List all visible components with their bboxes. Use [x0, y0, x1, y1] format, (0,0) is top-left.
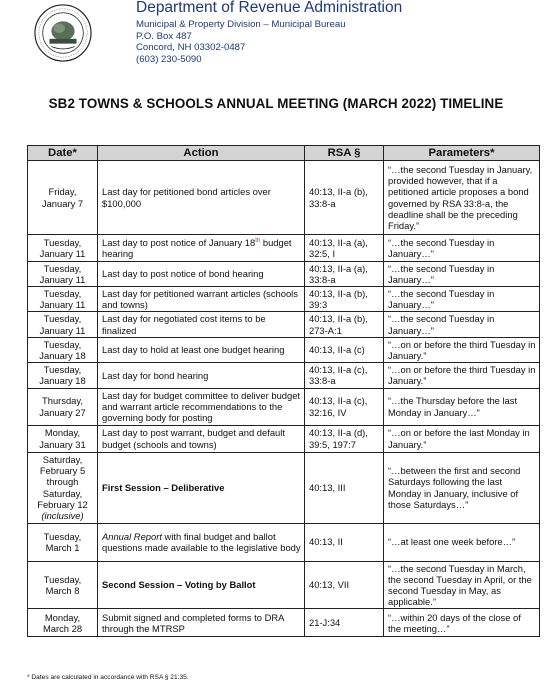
action-text: Last day for bond hearing [102, 369, 209, 381]
date-cell [28, 286, 98, 311]
cell-line: 33:8-a [309, 197, 336, 209]
action-text: Last day to post warrant, budget and default budget (schools and towns) [102, 427, 285, 450]
cell-line: Monday, [44, 427, 81, 439]
date-cell [28, 337, 98, 362]
cell-line: 40:13, III [309, 481, 346, 493]
action-cell [98, 235, 305, 262]
params-cell: “…the second Tuesday in January, provided however, that if a petitioned article proposes a bond governed by RSA 33:8-a, the deadline shall be the preceding Friday.” [384, 161, 540, 235]
rsa-cell [305, 609, 384, 637]
params-cell: “…between the first and second Saturdays following the last Monday in January, inclusive of those Saturdays…” [384, 452, 540, 523]
date-cell [28, 161, 98, 235]
phone: (603) 230-5090 [136, 53, 202, 65]
table-row [28, 425, 540, 452]
params-cell: “…the second Tuesday in January…” [384, 261, 540, 286]
cell-line: Tuesday, [43, 364, 82, 376]
cell-line: Thursday, [42, 395, 83, 407]
action-text: Last day to post notice of January 18 [102, 237, 256, 249]
cell-line: 32:5, I [309, 247, 336, 259]
date-cell [28, 561, 98, 609]
action-text: Last day for petitioned warrant articles (schools and towns) [102, 287, 298, 311]
date-cell [28, 312, 98, 337]
cell-line: January 27 [39, 406, 86, 418]
cell-line: 40:13, II [309, 536, 343, 548]
cell-line: 33:8-a [309, 273, 336, 285]
params-cell: “…at least one week before…” [384, 523, 540, 561]
action-cell [98, 388, 305, 425]
params-cell: “…on or before the third Tuesday in January.” [384, 337, 540, 362]
cell-line: 39:5, 197:7 [309, 438, 356, 450]
table-row [28, 363, 540, 388]
cell-line: Tuesday, [43, 236, 82, 248]
table-row [28, 609, 540, 637]
rsa-cell [305, 561, 384, 609]
timeline-table [27, 145, 540, 637]
action-text: First Session – Deliberative [102, 481, 225, 493]
cell-line: February 5 [39, 465, 86, 477]
action-text: Last day to post notice of bond hearing [102, 268, 264, 280]
date-cell [28, 523, 98, 561]
params-cell: “…within 20 days of the close of the meeting…” [384, 609, 540, 637]
col-header-rsa: RSA § [305, 146, 384, 161]
params-cell: “…the second Tuesday in January…” [384, 312, 540, 337]
action-cell [98, 609, 305, 637]
rsa-cell [305, 235, 384, 262]
cell-line: 40:13, II-a (c), [309, 364, 368, 376]
table-row [28, 337, 540, 362]
letterhead [34, 0, 534, 70]
cell-line: Tuesday, [43, 573, 82, 585]
date-cell [28, 261, 98, 286]
table-row [28, 523, 540, 561]
date-note: (inclusive) [41, 509, 84, 521]
cell-line: January 31 [39, 438, 86, 450]
ordinal-suffix: th [255, 238, 261, 244]
action-text: with final budget and ballot questions made available to the legislative body [102, 530, 301, 554]
cell-line: 40:13, II-a (d), [309, 427, 368, 439]
params-cell: “…on or before the third Tuesday in January.” [384, 363, 540, 388]
col-header-params: Parameters* [384, 146, 540, 161]
cell-line: 40:13, II-a (b), [309, 313, 368, 325]
cell-line: 32:16, IV [309, 406, 347, 418]
params-cell: “…the Thursday before the last Monday in January…” [384, 388, 540, 425]
cell-line: January 11 [39, 299, 86, 311]
cell-line: March 28 [42, 622, 83, 634]
date-cell [28, 609, 98, 637]
rsa-cell [305, 286, 384, 311]
cell-line: Tuesday, [43, 287, 82, 299]
action-cell [98, 523, 305, 561]
table-row [28, 161, 540, 235]
cell-line: March 8 [45, 584, 80, 596]
action-text: Second Session – Voting by Ballot [102, 579, 256, 591]
rsa-cell [305, 312, 384, 337]
table-row [28, 286, 540, 311]
cell-line: Saturday, [42, 487, 83, 499]
action-cell [98, 561, 305, 609]
action-cell [98, 363, 305, 388]
action-text: Last day to hold at least one budget hearing [102, 344, 285, 356]
table-row [28, 235, 540, 262]
date-cell [28, 363, 98, 388]
rsa-cell [305, 452, 384, 523]
page-title: SB2 TOWNS & SCHOOLS ANNUAL MEETING (MARCH 2022) TIMELINE [48, 96, 504, 111]
action-text: Submit signed and completed forms to DRA through the MTRSP [102, 611, 284, 634]
cell-line: 273-A:1 [309, 324, 342, 336]
cell-line: Saturday, [42, 453, 83, 465]
cell-line: Friday, [48, 186, 77, 198]
table-row [28, 452, 540, 523]
action-cell [98, 452, 305, 523]
cell-line: January 11 [39, 247, 86, 259]
rsa-cell [305, 261, 384, 286]
cell-line: 40:13, VII [309, 579, 350, 591]
cell-line: January 18 [39, 349, 86, 361]
cell-line: February 12 [37, 498, 88, 510]
cell-line: January 18 [39, 375, 86, 387]
col-header-action: Action [98, 146, 305, 161]
cell-line: Monday, [44, 611, 81, 623]
rsa-cell [305, 425, 384, 452]
table-row [28, 261, 540, 286]
rsa-cell [305, 337, 384, 362]
cell-line: 40:13, II-a (b), [309, 287, 368, 299]
cell-line: Tuesday, [43, 313, 82, 325]
action-cell [98, 161, 305, 235]
rsa-cell [305, 363, 384, 388]
cell-line: 21-J:34 [309, 617, 341, 629]
rsa-cell [305, 523, 384, 561]
col-header-date: Date* [28, 146, 98, 161]
cell-line: 40:13, II-a (a), [309, 236, 368, 248]
cell-line: through [46, 476, 79, 488]
action-text: Last day for budget committee to deliver budget and warrant article recommendations to the governing body for posting [102, 389, 301, 424]
table-body [28, 161, 540, 637]
action-cell [98, 312, 305, 337]
params-cell: “…the second Tuesday in March, the second Tuesday in April, or the second Tuesday in May, as applicable.” [384, 561, 540, 609]
date-cell [28, 452, 98, 523]
cell-line: 40:13, II-a (a), [309, 262, 368, 274]
cell-line: Tuesday, [43, 530, 82, 542]
action-cell [98, 261, 305, 286]
params-cell: “…on or before the last Monday in January.” [384, 425, 540, 452]
action-cell [98, 337, 305, 362]
cell-line: 39:3 [309, 299, 328, 311]
table-row [28, 388, 540, 425]
table-row [28, 561, 540, 609]
date-cell [28, 388, 98, 425]
params-cell: “…the second Tuesday in January…” [384, 286, 540, 311]
nh-dra-seal-icon [34, 4, 92, 62]
division: Municipal & Property Division – Municipal Bureau [136, 19, 346, 30]
action-text: budget hearing [102, 237, 292, 260]
date-cell [28, 235, 98, 262]
po-box: P.O. Box 487 [136, 30, 192, 42]
org-block [136, 0, 402, 65]
footnote: * Dates are calculated in accordance with RSA § 21:35. [27, 674, 189, 681]
action-cell [98, 286, 305, 311]
city-line: Concord, NH 03302-0487 [136, 42, 246, 53]
action-cell [98, 425, 305, 452]
cell-line: 40:13, II-a (b), [309, 186, 368, 198]
params-cell: “…the second Tuesday in January…” [384, 235, 540, 262]
date-cell [28, 425, 98, 452]
action-text: Last day for negotiated cost items to be finalized [102, 313, 266, 336]
action-emphasis: Annual Report [102, 530, 162, 542]
org-name: Department of Revenue Administration [136, 0, 403, 16]
cell-line: Tuesday, [43, 262, 82, 274]
action-text: Last day for petitioned bond articles over $100,000 [102, 186, 271, 209]
rsa-cell [305, 161, 384, 235]
table-header-row [28, 146, 540, 161]
cell-line: March 1 [45, 542, 80, 554]
table-row [28, 312, 540, 337]
cell-line: 40:13, II-a (c), [309, 395, 368, 407]
cell-line: January 11 [39, 273, 86, 285]
cell-line: January 11 [39, 324, 86, 336]
cell-line: 33:8-a [309, 375, 336, 387]
cell-line: January 7 [41, 197, 84, 209]
rsa-cell [305, 388, 384, 425]
cell-line: 40:13, II-a (c) [309, 344, 365, 356]
cell-line: Tuesday, [43, 338, 82, 350]
